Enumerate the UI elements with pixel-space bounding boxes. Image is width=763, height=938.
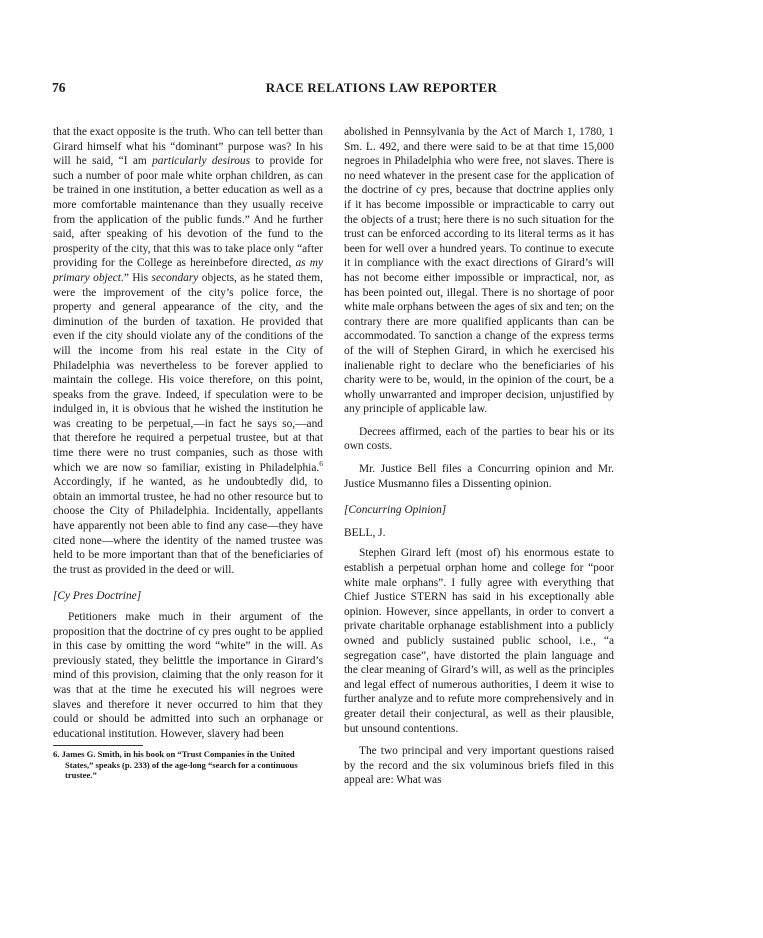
section-heading-cy-pres: [Cy Pres Doctrine] xyxy=(53,590,142,603)
right-paragraph-5: The two principal and very important questions raised by the record and the six voluminous briefs filed in this appeal are: What was xyxy=(344,745,614,787)
page-header xyxy=(0,80,763,102)
footnote-divider xyxy=(53,745,143,746)
left-column xyxy=(53,125,323,781)
left-paragraph-2: Petitioners make much in their argument of the proposition that the doctrine of cy pres ought to be applied in this case by omitting the word “white” in the will. As previously stated, they belittle the importance in Girard’s mind of this provision, claiming that the only reason for it was that at the time he executed his will negroes were slaves and therefore it never occurred to him that they could or should be admitted into such an orphanage or educational institution. However, slavery had been xyxy=(53,611,323,740)
left-paragraph-1: that the exact opposite is the truth. Who can tell better than Girard himself what his “dominant” purpose was? In his will he said, “I am particularly desirous to provide for such a number of poor male white orphan children, as can be trained in one institution, a better education as well as a more comfortable maintenance than they usually receive from the application of the public funds.” And he further said, after speaking of his devotion of the fund to the prosperity of the city, that this was to take place only “after providing for the College as hereinbefore directed, as my primary object.” His secondary objects, as he stated them, were the improvement of the city’s police force, the property and general appearance of the city, and the diminution of the burden of taxation. He provided that even if the city should violate any of the conditions of the will the income from his real estate in the City of Philadelphia was nevertheless to be forever applied to maintain the college. His voice therefore, on this point, speaks from the grave. Indeed, if speculation were to be indulged in, it is obvious that he wished the institution he was creating to be perpetual,—in fact he says so,—and that therefore he required a perpetual trustee, but at that time there were no trust companies, such as those with which we are now so familiar, existing in Philadelphia.$^6$ Accordingly, if he wanted, as he undoubtedly did, to obtain an immortal trustee, he had no other resource but to choose the City of Philadelphia. Incidentally, appellants have apparently not been able to find any case—they have cited none—where the identity of the named trustee was held to be more important than that of the beneficiaries of the trust as provided in the deed or will. xyxy=(53,126,323,576)
right-column xyxy=(344,125,614,788)
right-paragraph-4: Stephen Girard left (most of) his enormous estate to establish a perpetual orphan home and college for “poor white male orphans”. I fully agree with everything that Chief Justice STERN has said in his exceptionally able opinion. However, since appellants, in order to convert a private charitable orphanage establishment into a publicly owned and publicly sustained public school, i.e., “a segregation case”, have distorted the plain language and the clear meaning of Girard’s will, as well as the principles and legal effect of numerous authorities, I deem it wise to further analyze and to refute more comprehensively and in greater detail their conjectural, as well as their plausible, but unsound contentions. xyxy=(344,547,614,735)
judge-name: BELL, J. xyxy=(344,526,386,539)
right-paragraph-3: Mr. Justice Bell files a Concurring opinion and Mr. Justice Musmanno files a Dissenting opinion. xyxy=(344,463,614,490)
right-paragraph-1: abolished in Pennsylvania by the Act of March 1, 1780, 1 Sm. L. 492, and there were said to be at that time 15,000 negroes in Philadelphia who were free, not slaves. There is no need whatever in the present case for the application of the doctrine of cy pres, because that doctrine applies only if it has become impossible or impracticable to carry out the objects of a trust; here there is no such situation for the trust can be enforced according to its literal terms as it has been for well over a hundred years. To continue to execute it in compliance with the exact directions of Girard’s will has not become either impossible or impractical, nor, as has been pointed out, illegal. There is no shortage of poor white male orphans between the ages of six and ten; on the contrary there are more qualified applicants than can be accommodated. To sanction a change of the express terms of the will of Stephen Girard, in which he exercised his inalienable right to declare who the beneficiaries of his charity were to be, would, in the opinion of the court, be a wholly unwarranted and improper decision, unjustified by any principle of applicable law. xyxy=(344,126,614,416)
footnote-reference: 6 xyxy=(319,458,323,468)
footnote: 6. James G. Smith, in his book on “Trust Companies in the United States,” speaks (p. 233) of the age-long “search for a continuous trustee.” xyxy=(53,749,298,781)
right-paragraph-2: Decrees affirmed, each of the parties to bear his or its own costs. xyxy=(344,425,614,453)
section-heading-concurring: [Concurring Opinion] xyxy=(344,504,447,517)
page-number: 76 xyxy=(52,80,66,95)
running-head: RACE RELATIONS LAW REPORTER xyxy=(265,80,498,95)
